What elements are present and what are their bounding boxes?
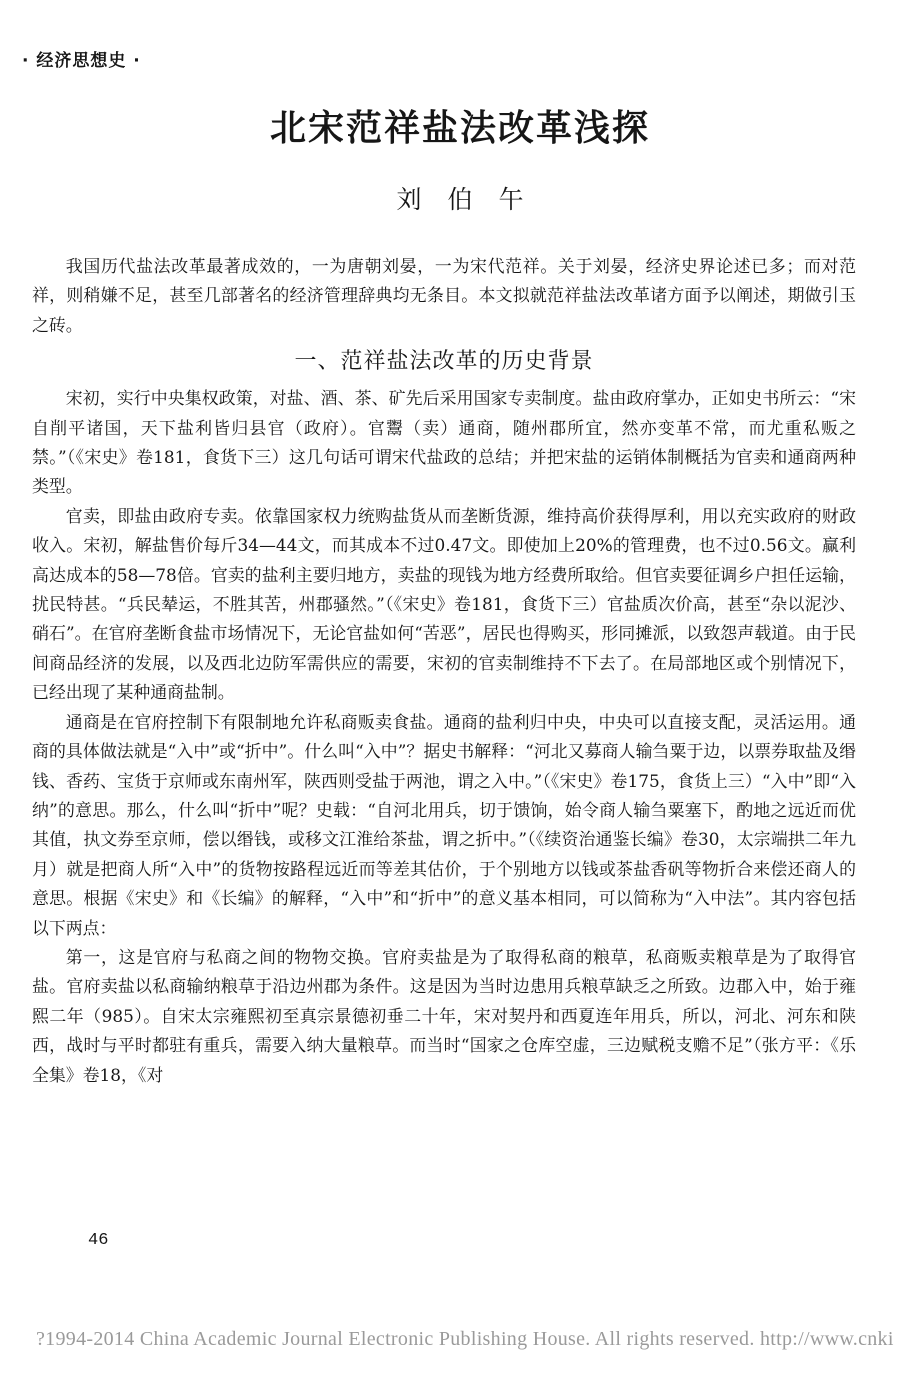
copyright-footer: ?1994-2014 China Academic Journal Electronic Publishing House. All rights reserved. http://www.cnki (36, 1328, 894, 1350)
body-paragraph: 第一，这是官府与私商之间的物物交换。官府卖盐是为了取得私商的粮草，私商贩卖粮草是为了取得官盐。官府卖盐以私商输纳粮草于沿边州郡为条件。这是因为当时边患用兵粮草缺乏之所致。边郡入中，始于雍熙二年（985）。自宋太宗雍熙初至真宗景德初垂二十年，宋对契丹和西夏连年用兵，所以，河北、河东和陕西，战时与平时都驻有重兵，需要入纳大量粮草。而当时“国家之仓库空虚，三边赋税支赡不足”（张方平：《乐全集》卷18，《对 (32, 946, 856, 1085)
section-label: · 经济思想史 · (22, 51, 141, 71)
body-paragraph: 官卖，即盐由政府专卖。依靠国家权力统购盐货从而垄断货源，维持高价获得厚利，用以充实政府的财政收入。宋初，解盐售价每斤34—44文，而其成本不过0.47文。即使加上20%的管理费，也不过0.56文。赢利高达成本的58—78倍。官卖的盐利主要归地方，卖盐的现钱为地方经费所取给。但官卖要征调乡户担任运输，扰民特甚。“兵民辇运，不胜其苦，州郡骚然。”（《宋史》卷181，食货下三）官盐质次价高，甚至“杂以泥沙、硝石”。在官府垄断食盐市场情况下，无论官盐如何“苦恶”，居民也得购买，形同摊派，以致怨声载道。由于民间商品经济的发展，以及西北边防军需供应的需要，宋初的官卖制维持不下去了。在局部地区或个别情况下，已经出现了某种通商盐制。 (32, 505, 856, 703)
body-paragraph: 通商是在官府控制下有限制地允许私商贩卖食盐。通商的盐利归中央，中央可以直接支配，灵活运用。通商的具体做法就是“入中”或“折中”。什么叫“入中”？据史书解释：“河北又募商人输刍粟于边，以票券取盐及缗钱、香药、宝货于京师或东南州军，陕西则受盐于两池，谓之入中。”（《宋史》卷175，食货上三）“入中”即“入纳”的意思。那么，什么叫“折中”呢？史载：“自河北用兵，切于馈饷，始令商人输刍粟塞下，酌地之远近而优其值，执文券至京师，偿以缗钱，或移文江淮给茶盐，谓之折中。”（《续资治通鉴长编》卷30，太宗端拱二年九月）就是把商人所“入中”的货物按路程远近而等差其估价，于个别地方以钱或茶盐香矾等物折合来偿还商人的意思。根据《宋史》和《长编》的解释，“入中”和“折中”的意义基本相同，可以简称为“入中法”。其内容包括以下两点： (32, 711, 856, 938)
page-number: 46 (88, 1231, 109, 1250)
article-body (32, 252, 856, 1090)
body-paragraph: 宋初，实行中央集权政策，对盐、酒、茶、矿先后采用国家专卖制度。盐由政府掌办，正如史书所云：“宋自削平诸国，天下盐利皆归县官（政府）。官鬻（卖）通商，随州郡所宜，然亦变革不常，而尤重私贩之禁。”（《宋史》卷181，食货下三）这几句话可谓宋代盐政的总结；并把宋盐的运销体制概括为官卖和通商两种类型。 (32, 388, 856, 497)
article-author: 刘伯午 (396, 185, 550, 214)
section-heading: 一、范祥盐法改革的历史背景 (294, 349, 594, 375)
article-title: 北宋范祥盐法改革浅探 (269, 108, 650, 149)
intro-paragraph: 我国历代盐法改革最著成效的，一为唐朝刘晏，一为宋代范祥。关于刘晏，经济史界论述已多；而对范祥，则稍嫌不足，甚至几部著名的经济管理辞典均无条目。本文拟就范祥盐法改革诸方面予以阐述，期做引玉之砖。 (32, 256, 856, 335)
